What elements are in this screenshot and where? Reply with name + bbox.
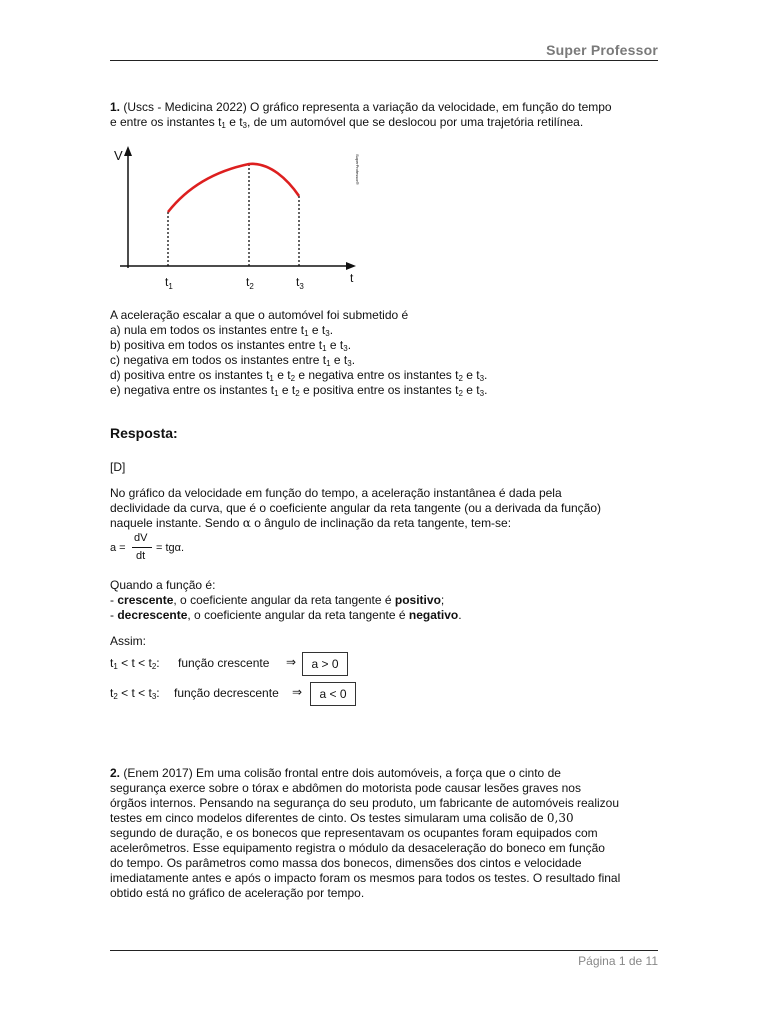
t-axis-label: t [350,271,354,285]
velocity-curve [168,164,299,212]
brand-header: Super Professor [546,42,658,58]
footer-rule [110,950,658,951]
v-axis-label: V [114,148,123,163]
t1-label: $t_1$ [165,275,173,291]
answer-title: Resposta: [110,425,178,441]
answer-paragraph: No gráfico da velocidade em função do tempo, a aceleração instantânea é dada pela declividade da curva, que é o coeficiente angular da reta tangente (ou a derivada da função) naquele instante. Sendo α o ângulo de inclinação da reta tangente, tem-se: [110,486,602,530]
result-box: a > 0 [302,652,348,676]
derivative-formula: a = dV dt = tgα. [110,532,185,562]
t2-label: $t_2$ [246,275,254,291]
question-1-intro: 1. (Uscs - Medicina 2022) O gráfico representa a variação da velocidade, em função do tempo e entre os instantes $t_1$ e $t_3$, de um automóvel que se deslocou por uma trajetória retilínea. [110,100,612,130]
question-2-text: 2. (Enem 2017) Em uma colisão frontal entre dois automóveis, a força que o cinto de segurança exerce sobre o tórax e abdômen do motorista pode causar lesões graves nos órgãos internos. Pensando na segurança do seu produto, um fabricante de automóveis realizou testes em cinco modelos diferentes de cinto. Os testes simularam uma colisão de 0,30 segundo de duração, e os bonecos que representavam os ocupantes foram equipados com acelerômetros. Esse equipamento registra o módulo da desaceleração do boneco em função do tempo. Os parâmetros como massa dos bonecos, dimensões dos cintos e velocidade imediatamente antes e após o impacto foram os mesmos para todos os testes. O resultado final obtido está no gráfico de aceleração por tempo. [110,766,621,900]
question-1-options: A aceleração escalar a que o automóvel foi submetido é a) nula em todos os instantes entre $t_1$ e $t_3$. b) positiva em todos os instantes entre $t_1$ e $t_3$. c) negativa em todos os instantes entre $t_1$ e $t_3$. d) positiva entre os instantes $t_1$ e $t_2$ e negativa entre os instantes $t_2$ e $t_3$. e) negativa entre os instantes $t_1$ e $t_2$ e positiva entre os instantes $t_2$ e $t_3$. [110,308,658,398]
t3-label: $t_3$ [296,275,304,291]
velocity-time-graph [110,144,370,296]
v-axis-arrow [124,146,132,156]
option-e: e) negativa entre os instantes $t_1$ e $t_2$ e positiva entre os instantes $t_2$ e $t_3$. [110,383,488,398]
option-c: c) negativa em todos os instantes entre $t_1$ e $t_3$. [110,353,356,368]
case-row-decreasing: $t_2 < t < t_3$: função decrescente ⇒ a < 0 [110,682,470,706]
answer-cases: Quando a função é: - crescente, o coeficiente angular da reta tangente é positivo; - decrescente, o coeficiente angular da reta tangente é negativo. [110,578,462,622]
option-a: a) nula em todos os instantes entre $t_1$ e $t_3$. [110,323,334,338]
page-number: Página 1 de 11 [578,954,658,968]
option-d: d) positiva entre os instantes $t_1$ e $t_2$ e negativa entre os instantes $t_2$ e $t_3$. [110,368,488,383]
option-b: b) positiva em todos os instantes entre $t_1$ e $t_3$. [110,338,352,353]
assim-label: Assim: [110,634,146,648]
case-row-increasing: $t_1 < t < t_2$: função crescente ⇒ a > 0 [110,652,470,676]
header-rule [110,60,658,61]
answer-letter: [D] [110,460,126,474]
watermark: SuperProfessor® [355,154,360,185]
t-axis-arrow [346,262,356,270]
result-box: a < 0 [310,682,356,706]
question-number: 2. [110,766,121,780]
question-number: 1. [110,100,121,114]
